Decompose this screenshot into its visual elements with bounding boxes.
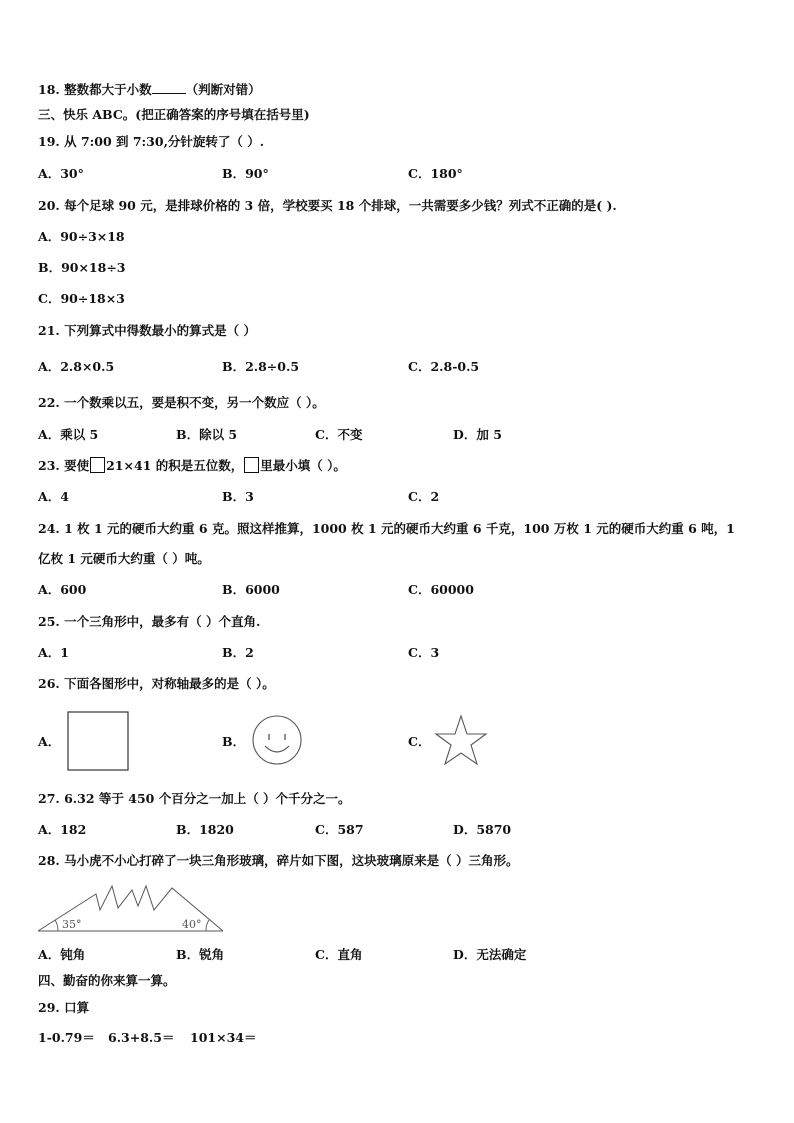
q20-option-c[interactable]: C．90÷18×3 xyxy=(38,291,125,306)
q23-stem-start: 23. 要使 xyxy=(38,458,90,473)
question-24-line-2: 亿枚 1 元硬币大约重（ ）吨。 xyxy=(38,551,210,566)
angle-label-left: 35° xyxy=(62,918,82,931)
question-27: 27. 6.32 等于 450 个百分之一加上（ ）个千分之一。 xyxy=(38,791,351,806)
q26-option-b[interactable]: B． xyxy=(222,734,246,749)
question-20: 20. 每个足球 90 元，是排球价格的 3 倍，学校要买 18 个排球，一共需要多少钱？列式不正确的是( ). xyxy=(38,198,617,213)
question-23 xyxy=(38,457,346,475)
question-26: 26. 下面各图形中，对称轴最多的是（ ）。 xyxy=(38,676,275,691)
q21-option-b[interactable]: B．2.8÷0.5 xyxy=(222,359,300,374)
q27-option-a[interactable]: A．182 xyxy=(38,822,87,837)
angle-label-right: 40° xyxy=(182,918,202,931)
q23-option-b[interactable]: B．3 xyxy=(222,489,254,504)
q27-option-d[interactable]: D．5870 xyxy=(453,822,512,837)
q18-suffix: （判断对错） xyxy=(185,82,261,97)
q22-option-a[interactable]: A．乘以 5 xyxy=(38,427,99,442)
q26-option-a[interactable]: A． xyxy=(38,734,61,749)
q22-option-d[interactable]: D．加 5 xyxy=(453,427,502,442)
question-25: 25. 一个三角形中，最多有（ ）个直角. xyxy=(38,614,261,629)
q19-option-c[interactable]: C．180° xyxy=(408,166,463,181)
question-24-line-1: 24. 1 枚 1 元的硬币大约重 6 克。照这样推算，1000 枚 1 元的硬币大约重 6 千克，100 万枚 1 元的硬币大约重 6 吨，1 xyxy=(38,521,735,536)
q23-option-a[interactable]: A．4 xyxy=(38,489,69,504)
q28-option-d[interactable]: D．无法确定 xyxy=(453,947,527,962)
question-28: 28. 马小虎不小心打碎了一块三角形玻璃，碎片如下图，这块玻璃原来是（ ）三角形。 xyxy=(38,853,519,868)
digit-box[interactable] xyxy=(244,457,259,473)
q26-option-c[interactable]: C． xyxy=(408,734,431,749)
q28-option-c[interactable]: C．直角 xyxy=(315,947,363,962)
q29-expression-1: 1-0.79＝ xyxy=(38,1030,95,1045)
section-3-heading: 三、快乐 ABC。(把正确答案的序号填在括号里) xyxy=(38,107,310,122)
section-4-heading: 四、勤奋的你来算一算。 xyxy=(38,973,176,988)
question-21: 21. 下列算式中得数最小的算式是（ ） xyxy=(38,323,256,338)
square-figure xyxy=(66,710,130,772)
q25-option-c[interactable]: C．3 xyxy=(408,645,440,660)
q29-expression-2: 6.3+8.5＝ xyxy=(108,1030,175,1045)
broken-glass-triangle-figure xyxy=(36,880,226,936)
q27-option-c[interactable]: C．587 xyxy=(315,822,364,837)
q28-option-b[interactable]: B．锐角 xyxy=(176,947,225,962)
q19-option-b[interactable]: B．90° xyxy=(222,166,269,181)
q21-option-a[interactable]: A．2.8×0.5 xyxy=(38,359,115,374)
q18-stem: 整数都大于小数 xyxy=(64,82,152,97)
question-29: 29. 口算 xyxy=(38,1000,90,1015)
q21-option-c[interactable]: C．2.8-0.5 xyxy=(408,359,480,374)
q24-option-c[interactable]: C．60000 xyxy=(408,582,474,597)
q23-option-c[interactable]: C．2 xyxy=(408,489,440,504)
q18-prefix: 18. xyxy=(38,82,60,97)
q23-stem-middle: 21×41 的积是五位数， xyxy=(106,458,244,473)
q20-option-a[interactable]: A．90÷3×18 xyxy=(38,229,125,244)
question-18 xyxy=(38,81,261,99)
question-19: 19. 从 7:00 到 7:30,分针旋转了（ ）. xyxy=(38,134,265,149)
answer-blank[interactable] xyxy=(152,81,186,94)
star-figure xyxy=(434,714,488,768)
q24-option-b[interactable]: B．6000 xyxy=(222,582,280,597)
q29-expression-3: 101×34＝ xyxy=(190,1030,257,1045)
q25-option-a[interactable]: A．1 xyxy=(38,645,69,660)
smiley-face-figure xyxy=(251,714,303,766)
q22-option-c[interactable]: C．不变 xyxy=(315,427,363,442)
q20-option-b[interactable]: B．90×18÷3 xyxy=(38,260,126,275)
q25-option-b[interactable]: B．2 xyxy=(222,645,254,660)
q23-stem-end: 里最小填（ ）。 xyxy=(260,458,346,473)
q22-option-b[interactable]: B．除以 5 xyxy=(176,427,238,442)
digit-box[interactable] xyxy=(90,457,105,473)
question-22: 22. 一个数乘以五，要是积不变，另一个数应（ ）。 xyxy=(38,395,325,410)
q24-option-a[interactable]: A．600 xyxy=(38,582,87,597)
q19-option-a[interactable]: A．30° xyxy=(38,166,84,181)
q28-option-a[interactable]: A．钝角 xyxy=(38,947,86,962)
q27-option-b[interactable]: B．1820 xyxy=(176,822,234,837)
